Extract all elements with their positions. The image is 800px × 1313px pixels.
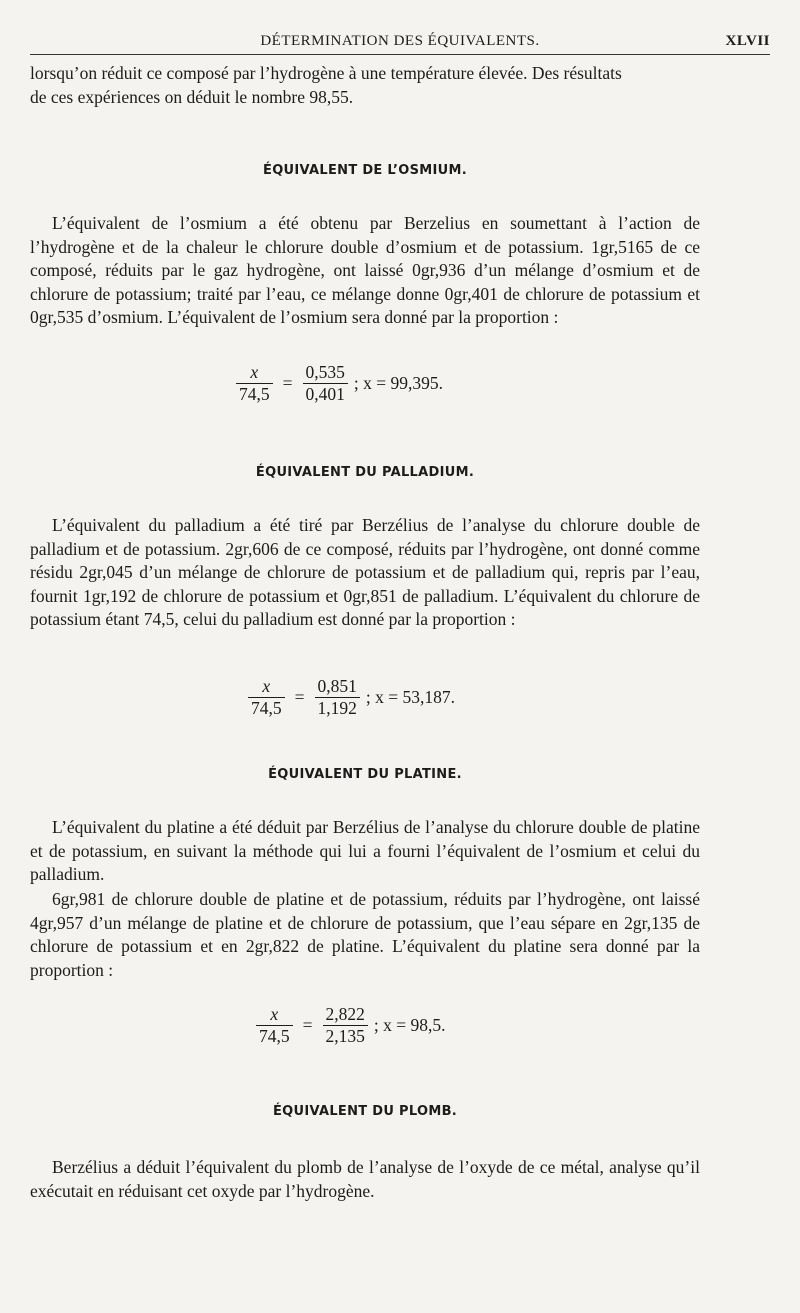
running-head-title: DÉTERMINATION DES ÉQUIVALENTS. — [260, 33, 540, 49]
equals-sign: = — [282, 373, 293, 393]
fraction-numerator: x — [250, 362, 259, 382]
paragraph-palladium: L’équivalent du palladium a été tiré par Berzélius de l’analyse du chlorure double de palladium et de potassium. 2gr,606 de ce composé, réduits par l’hydrogène, ont donné comme résidu 2gr,045 d’un mélange de chlorure de potassium et de palladium qui, repris par l’eau, fournit 1gr,192 de chlorure de potassium et 0gr,851 de palladium. L’équivalent du chlorure de potassium étant 74,5, celui du palladium est donné par la proportion : — [30, 515, 700, 629]
heading-platine: ÉQUIVALENT DU PLATINE. — [268, 767, 462, 782]
paragraph-plomb: Berzélius a déduit l’équivalent du plomb de l’analyse de l’oxyde de ce métal, analyse qu’il exécutait en réduisant cet oxyde par l’hydrogène. — [30, 1157, 700, 1201]
fraction-denominator: 1,192 — [315, 697, 360, 719]
heading-osmium: ÉQUIVALENT DE L’OSMIUM. — [263, 163, 467, 178]
fraction-numerator: 2,822 — [325, 1004, 365, 1024]
fraction-denominator: 2,135 — [323, 1025, 368, 1047]
formula-osmium — [232, 362, 443, 405]
intro-text — [30, 62, 700, 109]
equals-sign: = — [294, 687, 305, 707]
fraction-ratio — [303, 362, 348, 405]
fraction-x-over-74-5 — [248, 676, 285, 719]
fraction-numerator: x — [262, 676, 271, 696]
fraction-denominator: 74,5 — [256, 1025, 293, 1047]
fraction-denominator: 0,401 — [303, 383, 348, 405]
paragraph-platine-1: L’équivalent du platine a été déduit par Berzélius de l’analyse du chlorure double de platine et de potassium, en suivant la méthode qui lui a fourni l’équivalent de l’osmium et celui du palladium. — [30, 817, 700, 884]
fraction-x-over-74-5 — [236, 362, 273, 405]
intro-line-1: lorsqu’on réduit ce composé par l’hydrogène à une température élevée. Des résultats — [30, 63, 622, 83]
fraction-denominator: 74,5 — [236, 383, 273, 405]
fraction-x-over-74-5 — [256, 1004, 293, 1047]
formula-platine — [252, 1004, 445, 1047]
page-number: XLVII — [725, 33, 770, 49]
fraction-ratio — [315, 676, 360, 719]
fraction-numerator: 0,851 — [317, 676, 357, 696]
formula-result: ; x = 53,187. — [365, 687, 455, 707]
equals-sign: = — [302, 1015, 313, 1035]
running-head — [30, 30, 770, 55]
paragraph-osmium: L’équivalent de l’osmium a été obtenu par Berzelius en soumettant à l’action de l’hydrogène et de la chaleur le chlorure double d’osmium et de potassium. 1gr,5165 de ce composé, réduits par le gaz hydrogène, ont laissé 0gr,936 d’un mélange d’osmium et de chlorure de potassium; traité par l’eau, ce mélange donne 0gr,401 de chlorure de potassium et 0gr,535 d’osmium. L’équivalent de l’osmium sera donné par la proportion : — [30, 213, 700, 327]
heading-plomb: ÉQUIVALENT DU PLOMB. — [272, 1104, 458, 1119]
paragraph-platine-2: 6gr,981 de chlorure double de platine et de potassium, réduits par l’hydrogène, ont laissé 4gr,957 d’un mélange de platine et de chlorure de potassium, que l’eau sépare en 2gr,135 de chlorure de potassium et en 2gr,822 de platine. L’équivalent du platine sera donné par la proportion : — [30, 889, 700, 980]
heading-palladium: ÉQUIVALENT DU PALLADIUM. — [255, 465, 475, 480]
fraction-denominator: 74,5 — [248, 697, 285, 719]
formula-result: ; x = 98,5. — [373, 1015, 446, 1035]
formula-result: ; x = 99,395. — [353, 373, 443, 393]
intro-line-2: de ces expériences on déduit le nombre 98,55. — [30, 86, 354, 107]
formula-palladium — [244, 676, 455, 719]
fraction-ratio — [323, 1004, 368, 1047]
fraction-numerator: 0,535 — [305, 362, 345, 382]
fraction-numerator: x — [270, 1004, 279, 1024]
